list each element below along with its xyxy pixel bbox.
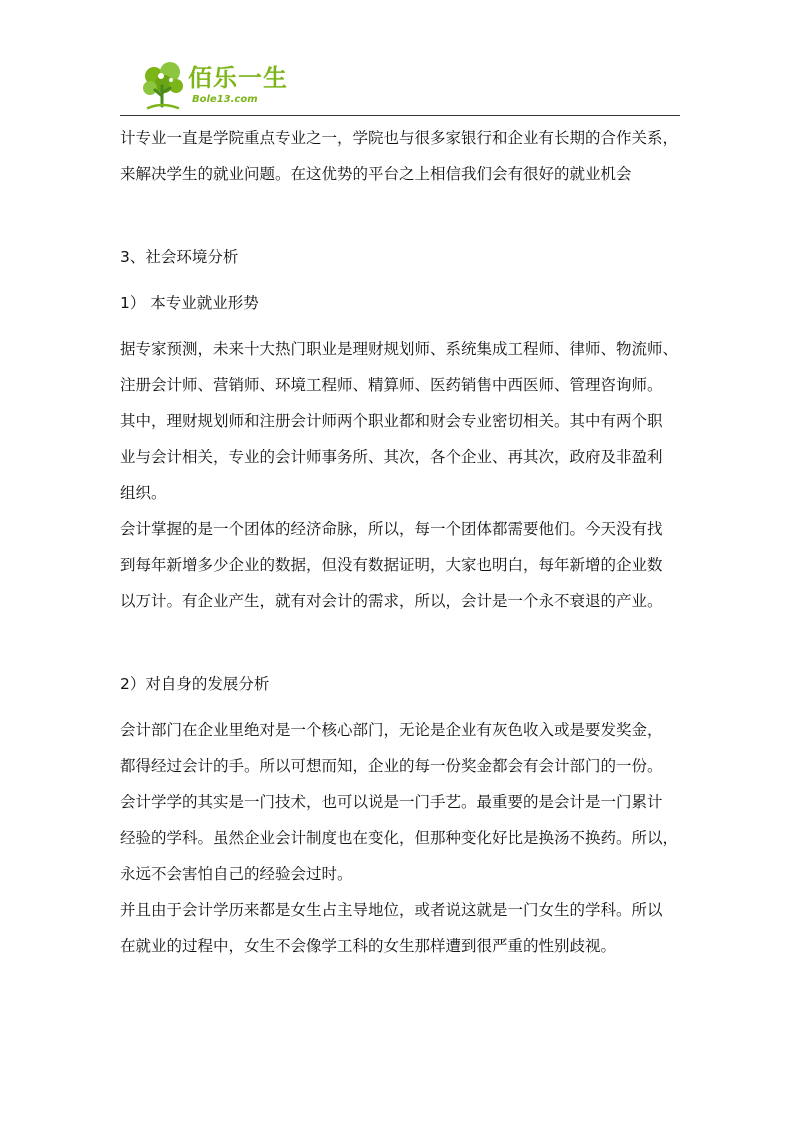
spacer [120, 275, 690, 285]
text-line: 会计学学的其实是一门技术，也可以说是一门手艺。最重要的是会计是一门累计 [120, 793, 663, 811]
paragraph-accounting-lifeline [120, 511, 690, 619]
tree-icon [140, 60, 186, 112]
paragraph-intro [120, 120, 690, 192]
text-line: 计专业一直是学院重点专业之一，学院也与很多家银行和企业有长期的合作关系， [120, 129, 679, 147]
text-line: 据专家预测，未来十大热门职业是理财规划师、系统集成工程师、律师、物流师、 [120, 340, 679, 358]
text-line: 在就业的过程中，女生不会像学工科的女生那样遭到很严重的性别歧视。 [120, 937, 617, 955]
text-line: 到每年新增多少企业的数据，但没有数据证明，大家也明白，每年新增的企业数 [120, 556, 663, 574]
brand-logo[interactable] [140, 60, 290, 112]
header-divider [120, 115, 680, 116]
logo-subtitle: Bole13.com [192, 94, 258, 105]
subheading-self-development: 2）对自身的发展分析 [120, 675, 270, 693]
text-line: 以万计。有企业产生，就有对会计的需求，所以，会计是一个永不衰退的产业。 [120, 592, 663, 610]
text-line: 组织。 [120, 484, 167, 502]
spacer [120, 321, 690, 331]
text-line: 经验的学科。虽然企业会计制度也在变化，但那种变化好比是换汤不换药。所以， [120, 829, 679, 847]
spacer [120, 192, 690, 239]
section-heading-3: 3、社会环境分析 [120, 248, 239, 266]
paragraph-core-department [120, 712, 690, 892]
text-line: 会计部门在企业里绝对是一个核心部门，无论是企业有灰色收入或是要发奖金， [120, 721, 663, 739]
paragraph-expert-forecast [120, 331, 690, 511]
text-line: 注册会计师、营销师、环境工程师、精算师、医药销售中西医师、管理咨询师。 [120, 376, 663, 394]
spacer [120, 619, 690, 666]
paragraph-gender [120, 892, 690, 964]
text-line: 业与会计相关，专业的会计师事务所、其次，各个企业、再其次，政府及非盈利 [120, 448, 663, 466]
text-line: 永远不会害怕自己的经验会过时。 [120, 865, 353, 883]
text-line: 其中，理财规划师和注册会计师两个职业都和财会专业密切相关。其中有两个职 [120, 412, 663, 430]
logo-text: 佰乐一生 [188, 64, 288, 92]
text-line: 并且由于会计学历来都是女生占主导地位，或者说这就是一门女生的学科。所以 [120, 901, 663, 919]
text-line: 都得经过会计的手。所以可想而知，企业的每一份奖金都会有会计部门的一份。 [120, 757, 663, 775]
page-header [120, 60, 680, 118]
text-line: 来解决学生的就业问题。在这优势的平台之上相信我们会有很好的就业机会 [120, 165, 632, 183]
spacer [120, 702, 690, 712]
document-body [120, 120, 690, 964]
subheading-employment-situation: 1） 本专业就业形势 [120, 294, 259, 312]
text-line: 会计掌握的是一个团体的经济命脉，所以，每一个团体都需要他们。今天没有找 [120, 520, 663, 538]
